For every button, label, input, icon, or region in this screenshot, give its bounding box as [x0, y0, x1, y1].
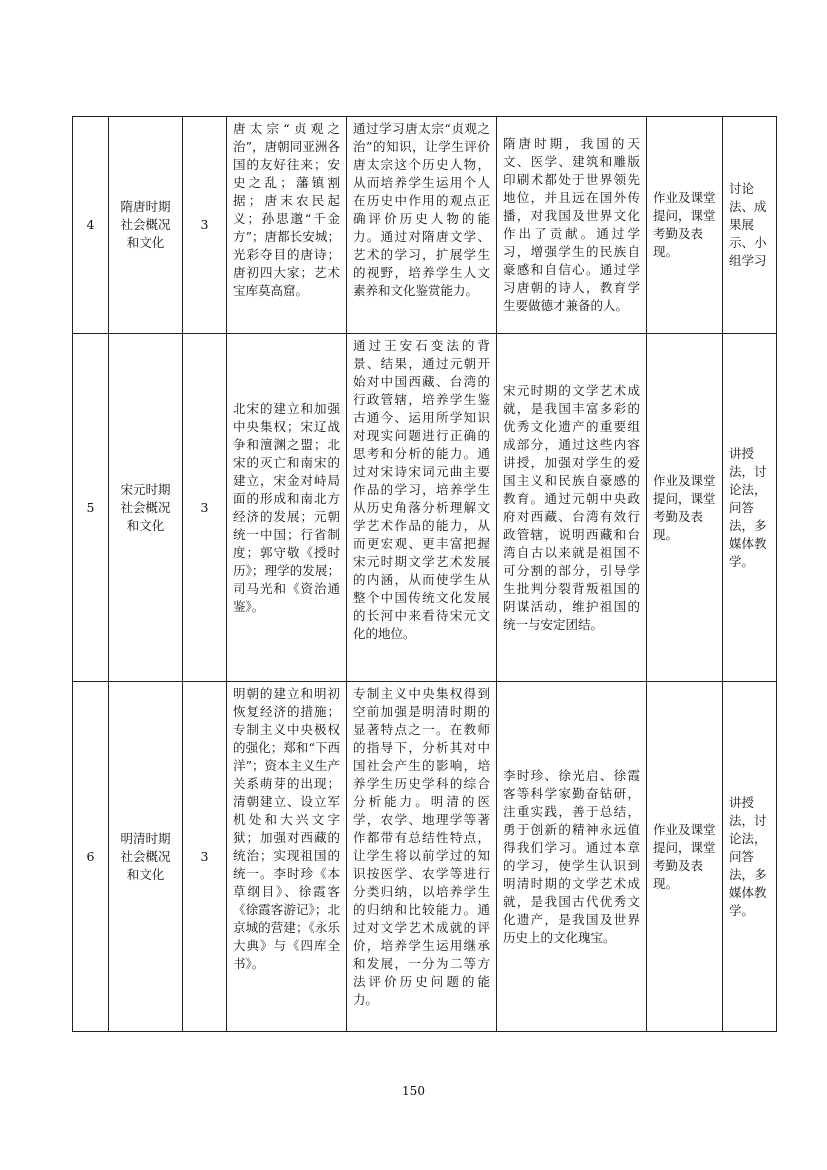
syllabus-table [72, 116, 777, 1032]
chapter-title: 宋元时期社会概况和文化 [109, 334, 183, 682]
table-row [73, 117, 777, 334]
teaching-content: 唐太宗“贞观之治”，唐朝同亚洲各国的友好往来；安史之乱；藩镇割据；唐末农民起义；孙思邈“千金方”；唐都长安城；光彩夺目的唐诗；唐初四大家；艺术宝库莫高窟。 [227, 117, 347, 334]
class-hours: 3 [183, 117, 227, 334]
chapter-number: 6 [73, 682, 109, 1032]
class-hours: 3 [183, 682, 227, 1032]
teaching-method: 讲授法，讨论法，问答法，多媒体教学。 [723, 682, 777, 1032]
teaching-method: 讲授法，讨论法，问答法，多媒体教学。 [723, 334, 777, 682]
assessment-method: 作业及课堂提问，课堂考勤及表现。 [647, 682, 723, 1032]
table-row [73, 334, 777, 682]
ideological-element: 隋唐时期，我国的天文、医学、建筑和雕版印刷术都处于世界领先地位，并且远在国外传播，对我国及世界文化作出了贡献。通过学习，增强学生的民族自豪感和自信心。通过学习唐朝的诗人，教育学生要做德才兼备的人。 [497, 117, 647, 334]
teaching-content: 北宋的建立和加强中央集权；宋辽战争和澶渊之盟；北宋的灭亡和南宋的建立，宋金对峙局面的形成和南北方经济的发展；元朝统一中国；行省制度；郭守敬《授时历》；理学的发展；司马光和《资治通鉴》。 [227, 334, 347, 682]
class-hours: 3 [183, 334, 227, 682]
teaching-goal: 通过王安石变法的背景、结果，通过元朝开始对中国西藏、台湾的行政管辖，培养学生鉴古通今、运用所学知识对现实问题进行正确的思考和分析的能力。通过对宋诗宋词元曲主要作品的学习，培养学生从历史角落分析理解文学艺术作品的能力，从而更宏观、更丰富把握宋元时期文学艺术发展的内涵，从而使学生从整个中国传统文化发展的长河中来看待宋元文化的地位。 [347, 334, 497, 682]
ideological-element: 李时珍、徐光启、徐霞客等科学家勤奋钻研，注重实践，善于总结，勇于创新的精神永远值得我们学习。通过本章的学习，使学生认识到明清时期的文学艺术成就，是我国古代优秀文化遗产，是我国及世界历史上的文化瑰宝。 [497, 682, 647, 1032]
assessment-method: 作业及课堂提问，课堂考勤及表现。 [647, 117, 723, 334]
ideological-element: 宋元时期的文学艺术成就，是我国丰富多彩的优秀文化遗产的重要组成部分，通过这些内容讲授，加强对学生的爱国主义和民族自豪感的教育。通过元朝中央政府对西藏、台湾有效行政管辖，说明西藏和台湾自古以来就是祖国不可分割的部分，引导学生批判分裂背叛祖国的阴谋活动，维护祖国的统一与安定团结。 [497, 334, 647, 682]
chapter-title: 明清时期社会概况和文化 [109, 682, 183, 1032]
teaching-content: 明朝的建立和明初恢复经济的措施；专制主义中央极权的强化；郑和“下西洋”；资本主义生产关系萌芽的出现；清朝建立、设立军机处和大兴文字狱；加强对西藏的统治；实现祖国的统一。李时珍《本草纲目》、徐霞客《徐霞客游记》；北京城的营建；《永乐大典》与《四库全书》。 [227, 682, 347, 1032]
chapter-number: 5 [73, 334, 109, 682]
assessment-method: 作业及课堂提问，课堂考勤及表现。 [647, 334, 723, 682]
chapter-number: 4 [73, 117, 109, 334]
teaching-goal: 通过学习唐太宗“贞观之治”的知识，让学生评价唐太宗这个历史人物，从而培养学生运用个人在历史中作用的观点正确评价历史人物的能力。通过对隋唐文学、艺术的学习，扩展学生的视野，培养学生人文素养和文化鉴赏能力。 [347, 117, 497, 334]
teaching-method: 讨论法、成果展示、小组学习 [723, 117, 777, 334]
chapter-title: 隋唐时期社会概况和文化 [109, 117, 183, 334]
table-row [73, 682, 777, 1032]
teaching-goal: 专制主义中央集权得到空前加强是明清时期的显著特点之一。在教师的指导下，分析其对中国社会产生的影响，培养学生历史学科的综合分析能力。明清的医学，农学、地理学等著作都带有总结性特点，让学生将以前学过的知识按医学、农学等进行分类归纳，以培养学生的归纳和比较能力。通过对文学艺术成就的评价，培养学生运用继承和发展，一分为二等方法评价历史问题的能力。 [347, 682, 497, 1032]
page-number: 150 [402, 1084, 425, 1098]
